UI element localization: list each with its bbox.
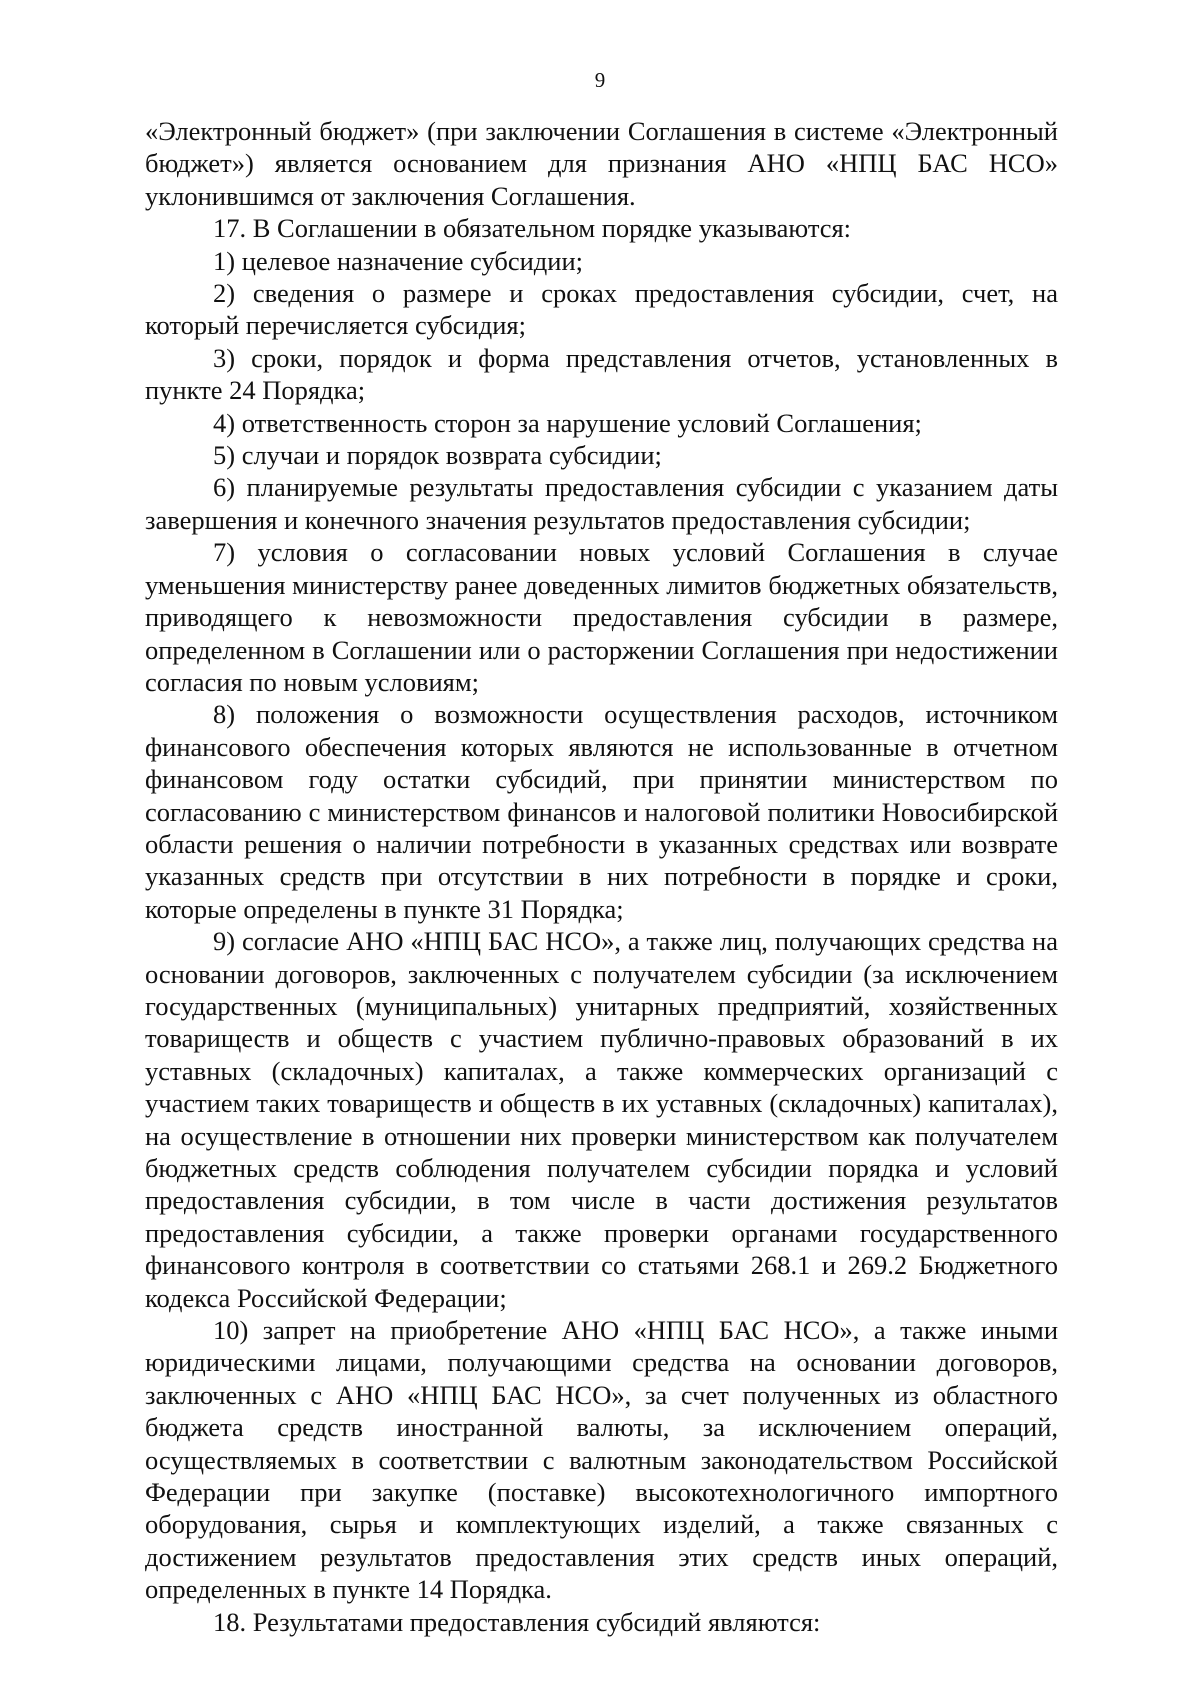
- list-item-8: 8) положения о возможности осуществления расходов, источником финансового обеспечения которых являются не использованные в отчетном финансовом году остатки субсидий, при принятии министерством по согласованию с министерством финансов и налоговой политики Новосибирской области решения о наличии потребности в указанных средствах или возврате указанных средств при отсутствии в них потребности в порядке и сроки, которые определены в пункте 31 Порядка;: [145, 699, 1058, 924]
- document-body: [145, 115, 1058, 1638]
- paragraph-clause-17: 17. В Соглашении в обязательном порядке указываются:: [213, 213, 852, 244]
- list-item-9: 9) согласие АНО «НПЦ БАС НСО», а также лиц, получающих средства на основании договоров, заключенных с получателем субсидии (за исключением государственных (муниципальных) унитарных предприятий, хозяйственных товариществ и обществ с участием публично-правовых образований в их уставных (складочных) капиталах, а также коммерческих организаций с участием таких товариществ и обществ в их уставных (складочных) капиталах), на осуществление в отношении них проверки министерством как получателем бюджетных средств соблюдения получателем субсидии порядка и условий предоставления субсидии, в том числе в части достижения результатов предоставления субсидии, а также проверки органами государственного финансового контроля в соответствии со статьями 268.1 и 269.2 Бюджетного кодекса Российской Федерации;: [145, 926, 1058, 1313]
- list-item-5: 5) случаи и порядок возврата субсидии;: [213, 440, 662, 471]
- list-item-2: 2) сведения о размере и сроках предоставления субсидии, счет, на который перечисляется субсидия;: [145, 278, 1058, 341]
- list-item-1: 1) целевое назначение субсидии;: [213, 245, 584, 276]
- list-item-10: 10) запрет на приобретение АНО «НПЦ БАС НСО», а также иными юридическими лицами, получающими средства на основании договоров, заключенных с АНО «НПЦ БАС НСО», за счет полученных из областного бюджета средств иностранной валюты, за исключением операций, осуществляемых в соответствии с валютным законодательством Российской Федерации при закупке (поставке) высокотехнологичного импортного оборудования, сырья и комплектующих изделий, а также связанных с достижением результатов предоставления этих средств иных операций, определенных в пункте 14 Порядка.: [145, 1315, 1058, 1605]
- list-item-7: 7) условия о согласовании новых условий Соглашения в случае уменьшения министерству ранее доведенных лимитов бюджетных обязательств, приводящего к невозможности предоставления субсидии в размере, определенном в Соглашении или о расторжении Соглашения при недостижении согласия по новым условиям;: [145, 537, 1058, 697]
- page-number: 9: [594, 68, 606, 92]
- list-item-6: 6) планируемые результаты предоставления субсидии с указанием даты завершения и конечного значения результатов предоставления субсидии;: [145, 472, 1058, 535]
- paragraph-clause-18: 18. Результатами предоставления субсидий являются:: [213, 1606, 821, 1637]
- paragraph-continuation: «Электронный бюджет» (при заключении Соглашения в системе «Электронный бюджет») является основанием для признания АНО «НПЦ БАС НСО» уклонившимся от заключения Соглашения.: [145, 116, 1058, 211]
- list-item-4: 4) ответственность сторон за нарушение условий Соглашения;: [213, 407, 922, 438]
- list-item-3: 3) сроки, порядок и форма представления отчетов, установленных в пункте 24 Порядка;: [145, 342, 1058, 406]
